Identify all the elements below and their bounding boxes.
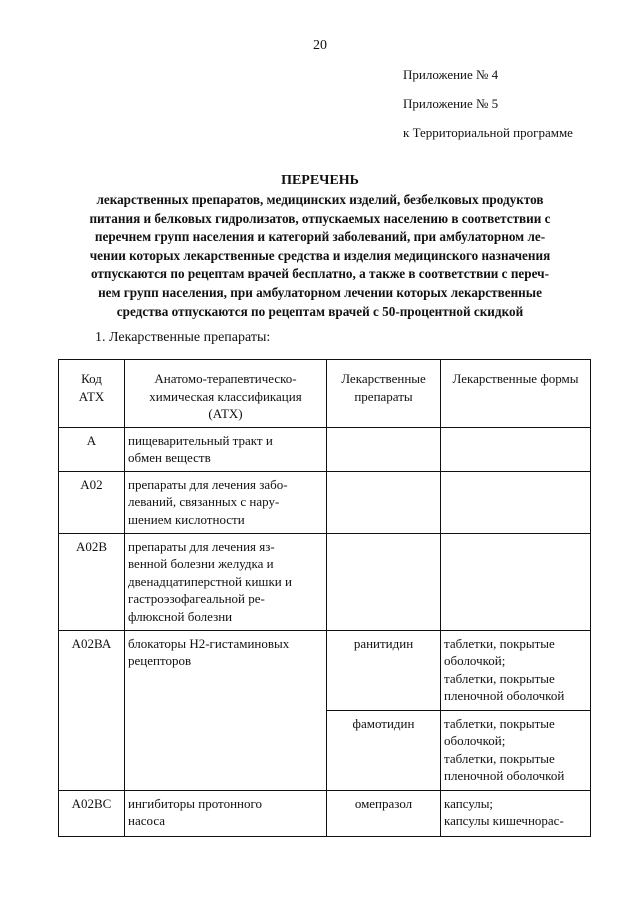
header-preparations (327, 360, 441, 428)
document-subtitle (50, 191, 590, 321)
cls-line: блокаторы Н2-гистаминовых (128, 635, 290, 651)
table-row (59, 630, 591, 710)
form-line: таблетки, покрытые (444, 635, 555, 651)
cls-line: двенадцатиперстной кишки и (128, 573, 292, 589)
appendix-program-label: к Территориальной программе (403, 125, 573, 140)
cls-line: обмен веществ (128, 450, 211, 465)
form-line: капсулы кишечнорас- (444, 813, 564, 828)
row-preparation (327, 533, 441, 630)
form-line: таблетки, покрытые (444, 750, 555, 766)
form-line: таблетки, покрытые (444, 715, 555, 731)
table-row (59, 533, 591, 630)
cls-line: леваний, связанных с нару- (128, 494, 280, 509)
header-form-line: Лекарственные формы (452, 371, 579, 386)
cls-line: шением кислотности (128, 511, 245, 527)
row-preparation (327, 471, 441, 533)
row-form (441, 533, 591, 630)
subtitle-line: чении которых лекарственные средства и изделия медицинского назначения (89, 247, 551, 263)
form-line: оболочкой; (444, 653, 506, 668)
row-form (441, 427, 591, 471)
cls-line: венной болезни желудка и (128, 556, 274, 571)
row-form (441, 630, 591, 710)
cls-line: препараты для лечения яз- (128, 538, 275, 554)
form-line: таблетки, покрытые (444, 670, 555, 686)
form-line: оболочкой; (444, 733, 506, 748)
subtitle-line: нем групп населения, при амбулаторном лечении которых лекарственные (98, 284, 542, 300)
section-heading: 1. Лекарственные препараты: (95, 330, 271, 345)
row-preparation: омепразол (327, 790, 441, 836)
row-form (441, 471, 591, 533)
row-classification (125, 533, 327, 630)
row-classification (125, 630, 327, 790)
table-header-row (59, 360, 591, 428)
row-preparation: фамотидин (327, 710, 441, 790)
table-row (59, 790, 591, 836)
subtitle-line: средства отпускаются по рецептам врачей с 50-процентной скидкой (116, 303, 524, 319)
row-preparation (327, 427, 441, 471)
cls-line: ингибиторы протонного (128, 795, 262, 811)
cls-line: препараты для лечения забо- (128, 476, 288, 492)
row-form (441, 790, 591, 836)
subtitle-line: питания и белковых гидролизатов, отпускаемых населению в соответствии с (89, 210, 551, 226)
header-code-line: АТХ (78, 388, 105, 404)
cls-line: флюксной болезни (128, 608, 233, 624)
subtitle-line: перечнем групп населения и категорий заболеваний, при амбулаторном ле- (94, 229, 546, 245)
row-code: А02 (59, 471, 125, 533)
page-number: 20 (313, 38, 327, 53)
row-code: А02ВА (59, 630, 125, 790)
row-form (441, 710, 591, 790)
form-line: пленочной оболочкой (444, 688, 565, 703)
header-code (59, 360, 125, 428)
form-line: капсулы; (444, 795, 494, 811)
header-prep-line: Лекарственные (341, 371, 426, 386)
row-code: А02ВС (59, 790, 125, 836)
appendix-label-4: Приложение № 4 (403, 67, 499, 82)
row-code: А02В (59, 533, 125, 630)
table-row (59, 427, 591, 471)
row-classification (125, 790, 327, 836)
row-classification (125, 471, 327, 533)
header-classification (125, 360, 327, 428)
form-line: пленочной оболочкой (444, 768, 565, 783)
header-cls-line: Анатомо-терапевтическо- (154, 371, 297, 386)
row-preparation: ранитидин (327, 630, 441, 710)
subtitle-line: лекарственных препаратов, медицинских изделий, безбелковых продуктов (96, 192, 544, 207)
header-cls-line: химическая классификация (149, 388, 302, 404)
subtitle-line: отпускаются по рецептам врачей бесплатно, а также в соответствии с переч- (91, 266, 549, 282)
appendix-label-5: Приложение № 5 (403, 96, 499, 111)
header-forms (441, 360, 591, 428)
row-classification (125, 427, 327, 471)
table-row (59, 471, 591, 533)
row-code: А (59, 427, 125, 471)
cls-line: пищеварительный тракт и (128, 432, 273, 448)
document-title: ПЕРЕЧЕНЬ (281, 173, 359, 188)
cls-line: насоса (128, 813, 166, 828)
cls-line: гастроэзофагеальной ре- (128, 591, 265, 606)
header-code-line: Код (81, 371, 102, 386)
medicines-table (58, 359, 591, 837)
cls-line: рецепторов (128, 653, 192, 668)
header-cls-line: (АТХ) (208, 406, 243, 421)
header-prep-line: препараты (354, 388, 413, 404)
